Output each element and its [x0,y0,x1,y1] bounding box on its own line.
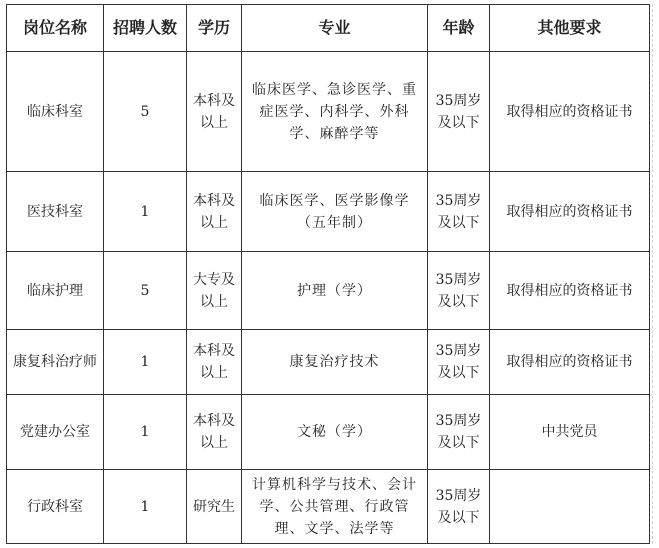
cell-position: 党建办公室 [7,395,104,470]
cell-count: 1 [104,330,187,395]
cell-major: 计算机科学与技术、会计学、公共管理、行政管理、文学、法学等 [242,470,428,544]
cell-other: 取得相应的资格证书 [490,172,650,252]
cell-other: 取得相应的资格证书 [490,252,650,330]
cell-other: 取得相应的资格证书 [490,52,650,172]
cell-age: 35周岁及以下 [428,172,490,252]
table-wrapper [6,4,650,544]
table-row [7,470,650,544]
cell-other: 中共党员 [490,395,650,470]
table-row [7,330,650,395]
cell-count: 1 [104,470,187,544]
cell-age: 35周岁及以下 [428,330,490,395]
recruitment-table [6,4,650,544]
cell-education: 本科及以上 [187,52,242,172]
header-position: 岗位名称 [7,5,104,52]
cell-count: 5 [104,252,187,330]
cell-education: 研究生 [187,470,242,544]
table-row [7,395,650,470]
header-major: 专业 [242,5,428,52]
cell-position: 医技科室 [7,172,104,252]
cell-count: 1 [104,172,187,252]
cell-education: 本科及以上 [187,395,242,470]
page-edge [652,4,659,544]
table-row [7,172,650,252]
cell-education: 本科及以上 [187,172,242,252]
header-age: 年龄 [428,5,490,52]
header-count: 招聘人数 [104,5,187,52]
cell-age: 35周岁及以下 [428,395,490,470]
cell-position: 临床护理 [7,252,104,330]
cell-position: 行政科室 [7,470,104,544]
table-row [7,252,650,330]
cell-major: 护理（学） [242,252,428,330]
cell-count: 1 [104,395,187,470]
header-education: 学历 [187,5,242,52]
header-row [7,5,650,52]
cell-count: 5 [104,52,187,172]
table-row [7,52,650,172]
cell-other [490,470,650,544]
cell-major: 文秘（学） [242,395,428,470]
cell-age: 35周岁及以下 [428,470,490,544]
cell-education: 本科及以上 [187,330,242,395]
cell-major: 临床医学、急诊医学、重症医学、内科学、外科学、麻醉学等 [242,52,428,172]
cell-major: 临床医学、医学影像学（五年制） [242,172,428,252]
cell-position: 临床科室 [7,52,104,172]
cell-position: 康复科治疗师 [7,330,104,395]
cell-age: 35周岁及以下 [428,252,490,330]
cell-education: 大专及以上 [187,252,242,330]
header-other: 其他要求 [490,5,650,52]
cell-major: 康复治疗技术 [242,330,428,395]
cell-age: 35周岁及以下 [428,52,490,172]
cell-other: 取得相应的资格证书 [490,330,650,395]
